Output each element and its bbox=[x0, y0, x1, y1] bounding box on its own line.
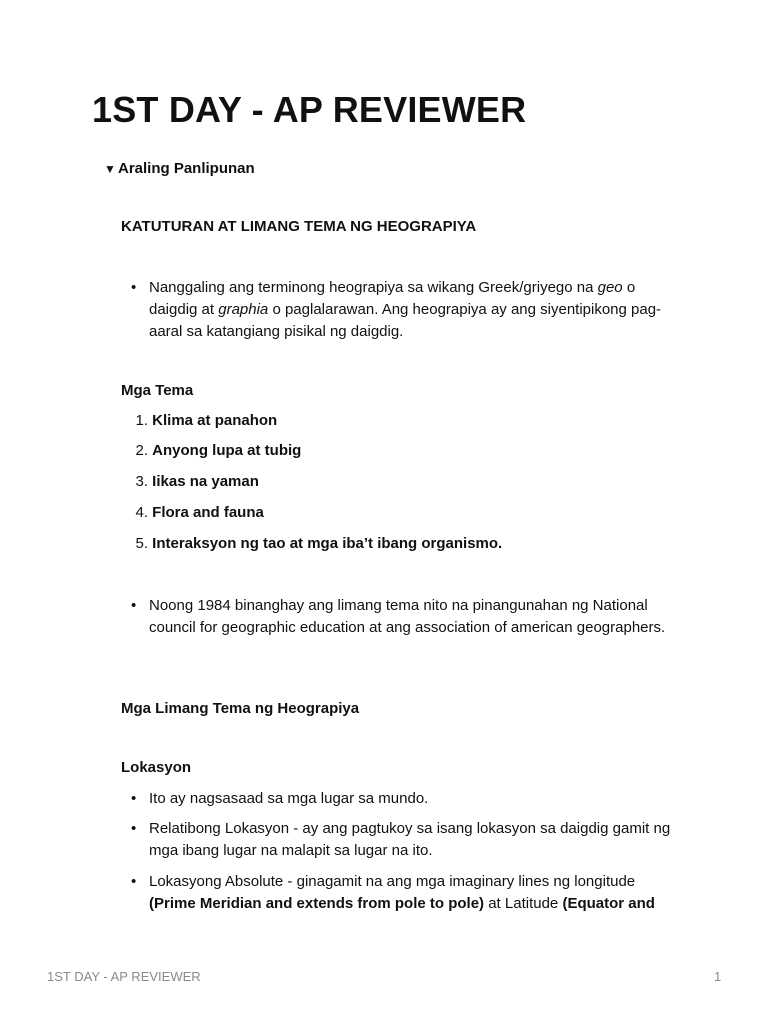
bullet-dot: • bbox=[131, 820, 137, 837]
numbered-item bbox=[121, 534, 502, 554]
bullet-dot: • bbox=[131, 279, 137, 296]
bullet-text bbox=[149, 871, 671, 915]
numbered-item bbox=[121, 503, 264, 523]
italic-term-geo: geo bbox=[597, 279, 623, 296]
text-run: at Latitude bbox=[484, 895, 563, 912]
text-run: Nanggaling ang terminong heograpiya sa wikang Greek/griyego na bbox=[149, 279, 598, 296]
toggle-label: Araling Panlipunan bbox=[118, 160, 255, 177]
paragraph-heograpiya bbox=[149, 277, 671, 343]
page-number: 1 bbox=[714, 969, 722, 984]
list-item bbox=[131, 871, 671, 915]
numbered-item bbox=[121, 441, 301, 461]
section-heading-mga-tema: Mga Tema bbox=[121, 382, 194, 399]
text-run: o daigdig at bbox=[149, 279, 636, 318]
item-label: Interaksyon ng tao at mga iba’t ibang organismo. bbox=[152, 535, 503, 552]
item-number: 2. bbox=[135, 442, 148, 459]
section-heading-lokasyon: Lokasyon bbox=[121, 759, 192, 776]
list-item bbox=[131, 788, 671, 810]
paragraph-1984: Noong 1984 binanghay ang limang tema nito na pinangunahan ng National council for geographic education at ang association of american geographers. bbox=[149, 597, 666, 636]
item-number: 1. bbox=[135, 412, 148, 429]
bullet-dot: • bbox=[131, 873, 137, 890]
item-number: 4. bbox=[135, 504, 148, 521]
bullet-dot: • bbox=[131, 597, 137, 614]
footer-title: 1ST DAY - AP REVIEWER bbox=[47, 969, 201, 984]
triangle-down-icon[interactable]: ▼ bbox=[104, 162, 116, 176]
bullet-text: Ito ay nagsasaad sa mga lugar sa mundo. bbox=[149, 790, 429, 807]
item-label: Iikas na yaman bbox=[152, 473, 259, 490]
page-title: 1ST DAY - AP REVIEWER bbox=[92, 89, 527, 130]
toggle-araling-panlipunan[interactable] bbox=[104, 159, 255, 179]
bold-run: (Equator and bbox=[562, 895, 655, 912]
list-item bbox=[131, 277, 671, 343]
bold-run: (Prime Meridian and extends from pole to pole) bbox=[149, 895, 485, 912]
item-label: Anyong lupa at tubig bbox=[152, 442, 302, 459]
numbered-item bbox=[121, 472, 259, 492]
list-item bbox=[131, 818, 671, 862]
item-label: Klima at panahon bbox=[152, 412, 278, 429]
section-heading-katuturan: KATUTURAN AT LIMANG TEMA NG HEOGRAPIYA bbox=[121, 218, 477, 235]
bullet-dot: • bbox=[131, 790, 137, 807]
item-number: 5. bbox=[135, 535, 148, 552]
item-number: 3. bbox=[135, 473, 148, 490]
list-item bbox=[131, 595, 671, 639]
numbered-item bbox=[121, 411, 277, 431]
text-run: o paglalarawan. Ang heograpiya ay ang siyentipikong pag-aaral sa katangiang pisikal ng daigdig. bbox=[149, 301, 662, 340]
item-label: Flora and fauna bbox=[152, 504, 264, 521]
italic-term-graphia: graphia bbox=[218, 301, 269, 318]
bullet-text: Relatibong Lokasyon - ay ang pagtukoy sa isang lokasyon sa daigdig gamit ng mga ibang lugar na malapit sa lugar na ito. bbox=[149, 820, 671, 859]
section-heading-limang-tema: Mga Limang Tema ng Heograpiya bbox=[121, 700, 360, 717]
text-run: Lokasyong Absolute - ginagamit na ang mga imaginary lines ng longitude bbox=[149, 873, 636, 890]
